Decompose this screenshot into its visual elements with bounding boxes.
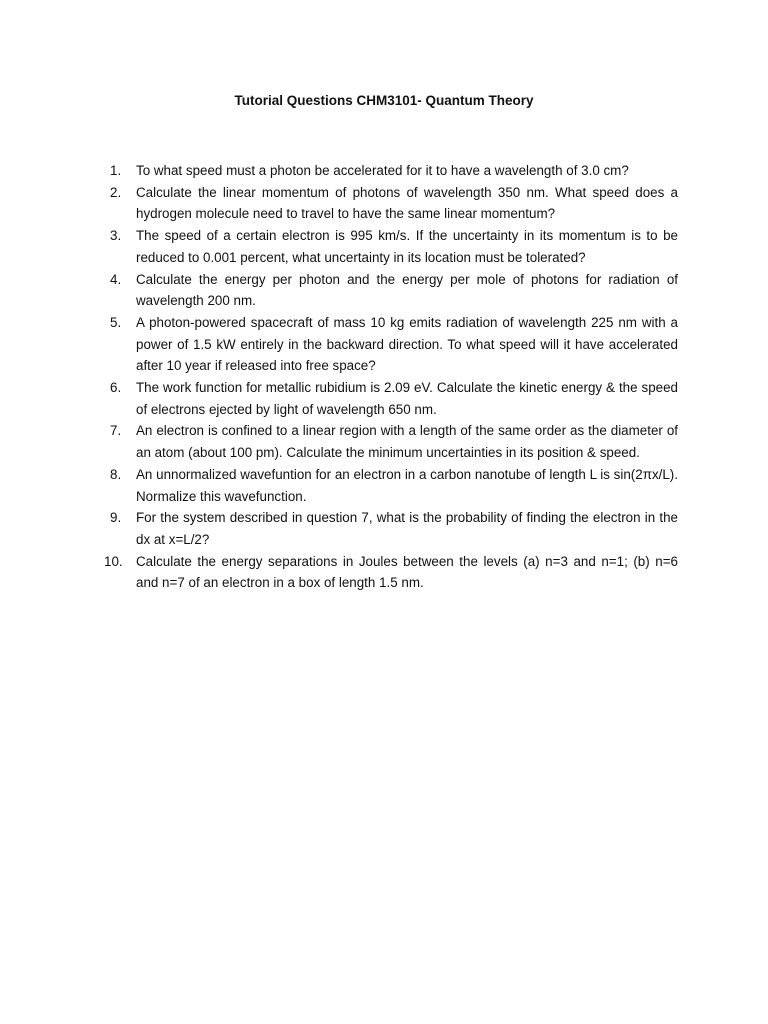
question-item: [110, 420, 678, 463]
question-text: An unnormalized wavefuntion for an electron in a carbon nanotube of length L is sin(2πx/L). Normalize this wavefunction.: [136, 466, 678, 504]
question-number: 3.: [110, 228, 122, 244]
question-number: 2.: [110, 184, 122, 200]
question-item: [110, 182, 678, 225]
question-text: Calculate the energy per photon and the energy per mole of photons for radiation of wavelength 200 nm.: [136, 271, 678, 309]
question-text: Calculate the energy separations in Joules between the levels (a) n=3 and n=1; (b) n=6 and n=7 of an electron in a box of length 1.5 nm.: [136, 553, 678, 591]
question-number: 9.: [110, 510, 122, 526]
question-text: To what speed must a photon be accelerated for it to have a wavelength of 3.0 cm?: [136, 163, 629, 178]
document-title: Tutorial Questions CHM3101- Quantum Theory: [234, 93, 534, 108]
question-number: 6.: [110, 380, 122, 396]
question-item: [110, 312, 678, 377]
question-text: A photon-powered spacecraft of mass 10 kg emits radiation of wavelength 225 nm with a power of 1.5 kW entirely in the backward direction. To what speed will it have accelerated after 10 year if released into free space?: [136, 314, 678, 374]
question-item: [104, 551, 678, 594]
question-text: For the system described in question 7, what is the probability of finding the electron in the dx at x=L/2?: [136, 510, 678, 547]
question-number: 10.: [104, 553, 123, 569]
question-list: [104, 160, 678, 594]
question-text: An electron is confined to a linear region with a length of the same order as the diameter of an atom (about 100 pm). Calculate the minimum uncertainties in its position & speed.: [136, 423, 678, 461]
question-number: 1.: [110, 163, 122, 178]
question-text: Calculate the linear momentum of photons of wavelength 350 nm. What speed does a hydrogen molecule need to travel to have the same linear momentum?: [136, 184, 678, 222]
question-item: [110, 160, 678, 182]
question-number: 8.: [110, 466, 122, 482]
question-number: 5.: [110, 314, 122, 330]
question-item: [110, 377, 678, 420]
question-text: The speed of a certain electron is 995 km/s. If the uncertainty in its momentum is to be reduced to 0.001 percent, what uncertainty in its location must be tolerated?: [136, 228, 678, 265]
question-number: 7.: [110, 423, 122, 439]
question-item: [110, 269, 678, 312]
question-number: 4.: [110, 271, 122, 287]
question-item: [110, 225, 678, 268]
question-item: [110, 464, 678, 507]
question-text: The work function for metallic rubidium is 2.09 eV. Calculate the kinetic energy & the speed of electrons ejected by light of wavelength 650 nm.: [136, 380, 678, 417]
question-item: [110, 507, 678, 550]
